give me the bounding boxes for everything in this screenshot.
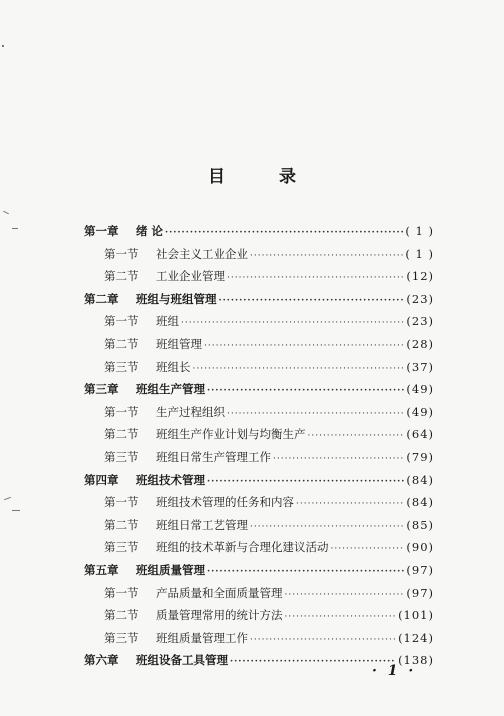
entry-title: 质量管理常用的统计方法 — [156, 608, 283, 623]
entry-title: 班组质量管理 — [136, 562, 205, 577]
entry-title: 工业企业管理 — [156, 269, 225, 284]
entry-number: 第一节 — [104, 246, 139, 261]
dot-leader — [308, 431, 405, 441]
scan-mark — [12, 510, 20, 511]
scan-mark — [12, 228, 18, 229]
entry-number: 第三节 — [104, 359, 139, 374]
page-title: 目 录 — [208, 167, 320, 187]
entry-number: 第一节 — [104, 404, 139, 419]
entry-page: (97) — [406, 562, 434, 577]
page-number: · 1 · — [372, 663, 417, 679]
toc-section[interactable] — [84, 336, 434, 359]
dot-leader — [285, 590, 405, 600]
toc-chapter-3[interactable] — [84, 381, 434, 404]
dot-leader — [207, 386, 404, 396]
dot-leader — [219, 296, 405, 306]
toc-chapter-1[interactable] — [84, 223, 434, 246]
toc-section[interactable] — [84, 426, 434, 449]
dot-leader — [207, 477, 404, 487]
toc-chapter-4[interactable] — [84, 472, 434, 495]
entry-number: 第一节 — [104, 495, 139, 510]
toc-section[interactable] — [84, 449, 434, 472]
scan-mark — [4, 497, 11, 500]
entry-number: 第一节 — [104, 314, 139, 329]
scan-mark — [2, 45, 4, 47]
toc-section[interactable] — [84, 313, 434, 336]
entry-title: 班组日常工艺管理 — [156, 517, 248, 532]
entry-page: (85) — [406, 517, 434, 532]
entry-page: ( 1 ) — [405, 246, 434, 261]
dot-leader — [181, 318, 404, 328]
toc-section[interactable] — [84, 359, 434, 382]
entry-page: (49) — [406, 382, 434, 397]
entry-number: 第三章 — [84, 382, 119, 397]
entry-page: (84) — [406, 495, 434, 510]
toc-section[interactable] — [84, 246, 434, 269]
entry-title: 班组与班组管理 — [136, 291, 217, 306]
entry-page: (12) — [406, 269, 434, 284]
toc-section[interactable] — [84, 494, 434, 517]
dot-leader — [227, 273, 404, 283]
dot-leader — [273, 454, 404, 464]
entry-title: 班组管理 — [156, 336, 202, 351]
entry-title: 班组的技术革新与合理化建议活动 — [156, 540, 329, 555]
toc-section[interactable] — [84, 585, 434, 608]
entry-number: 第二节 — [104, 517, 139, 532]
entry-page: (138) — [398, 653, 434, 668]
entry-title: 社会主义工业企业 — [156, 246, 248, 261]
dot-leader — [331, 544, 405, 554]
entry-page: (49) — [406, 404, 434, 419]
table-of-contents — [84, 223, 434, 675]
entry-page: (37) — [406, 359, 434, 374]
entry-title: 绪 论 — [136, 224, 164, 238]
toc-section[interactable] — [84, 404, 434, 427]
toc-section[interactable] — [84, 517, 434, 540]
entry-number: 第二章 — [84, 291, 119, 306]
entry-number: 第三节 — [104, 630, 139, 645]
dot-leader — [207, 567, 404, 577]
toc-section[interactable] — [84, 268, 434, 291]
entry-number: 第二节 — [104, 427, 139, 442]
entry-title: 班组日常生产管理工作 — [156, 449, 271, 464]
toc-section[interactable] — [84, 607, 434, 630]
toc-section[interactable] — [84, 539, 434, 562]
entry-title: 生产过程组织 — [156, 404, 225, 419]
entry-number: 第四章 — [84, 472, 119, 487]
entry-number: 第一章 — [84, 224, 119, 238]
dot-leader — [250, 522, 404, 532]
toc-chapter-5[interactable] — [84, 562, 434, 585]
entry-number: 第六章 — [84, 653, 119, 668]
entry-page: (23) — [406, 314, 434, 329]
entry-number: 第二节 — [104, 336, 139, 351]
entry-number: 第五章 — [84, 562, 119, 577]
entry-page: ( 1 ) — [405, 224, 434, 238]
entry-page: (90) — [406, 540, 434, 555]
entry-page: (64) — [406, 427, 434, 442]
entry-title: 班组生产作业计划与均衡生产 — [156, 427, 306, 442]
entry-number: 第二节 — [104, 269, 139, 284]
toc-section[interactable] — [84, 630, 434, 653]
dot-leader — [227, 409, 404, 419]
entry-title: 班组质量管理工作 — [156, 630, 248, 645]
dot-leader — [250, 635, 396, 645]
entry-page: (28) — [406, 336, 434, 351]
toc-chapter-2[interactable] — [84, 291, 434, 314]
scan-mark — [3, 211, 9, 214]
entry-title: 班组长 — [156, 359, 191, 374]
dot-leader — [285, 612, 397, 622]
entry-page: (101) — [398, 608, 434, 623]
entry-title: 班组生产管理 — [136, 382, 205, 397]
entry-title: 班组设备工具管理 — [136, 653, 228, 668]
entry-title: 班组技术管理 — [136, 472, 205, 487]
entry-page: (124) — [398, 630, 434, 645]
entry-page: (97) — [406, 585, 434, 600]
dot-leader — [165, 228, 403, 238]
entry-number: 第三节 — [104, 540, 139, 555]
dot-leader — [193, 364, 405, 374]
entry-page: (79) — [406, 449, 434, 464]
entry-number: 第三节 — [104, 449, 139, 464]
entry-title: 班组技术管理的任务和内容 — [156, 495, 294, 510]
entry-number: 第一节 — [104, 585, 139, 600]
entry-page: (23) — [406, 291, 434, 306]
dot-leader — [296, 499, 404, 509]
entry-number: 第二节 — [104, 608, 139, 623]
entry-title: 班组 — [156, 314, 179, 329]
entry-title: 产品质量和全面质量管理 — [156, 585, 283, 600]
dot-leader — [204, 341, 404, 351]
entry-page: (84) — [406, 472, 434, 487]
dot-leader — [250, 251, 403, 261]
